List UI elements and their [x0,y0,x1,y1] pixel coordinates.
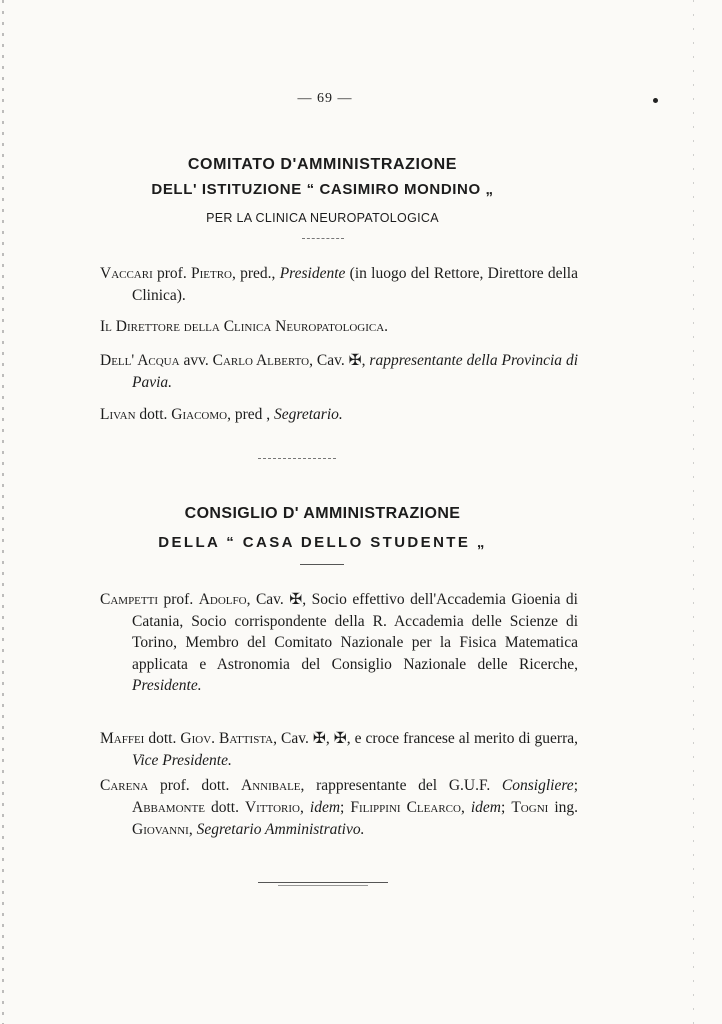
committee2-subtitle: DELLA “ CASA DELLO STUDENTE „ [158,534,487,551]
member-firstname: Giov. Battista [180,730,274,747]
member-title: avv. [179,352,213,369]
member-title: prof. [152,265,191,282]
member-title: prof. [158,591,199,608]
member-entry [100,775,578,841]
separator: , [299,799,310,816]
separator: ; [501,799,512,816]
member-info: , Cav. ✠, ✠, e croce francese al merito di guerra, [273,730,579,747]
member-surname: Maffei [100,730,145,747]
member-title: dott. [144,730,181,747]
separator: ; [340,799,351,816]
committee1-subtitle: DELL' ISTITUZIONE “ CASIMIRO MONDINO „ [151,181,494,198]
member-title: dott. [204,799,245,816]
page-edge-left [2,0,4,1024]
separator: ; [573,777,578,794]
member-role: Segretario. [274,406,343,423]
member-firstname: Giovanni [132,821,189,838]
member-role: Consigliere [501,777,574,794]
section-divider [258,458,336,459]
separator: , [460,799,471,816]
member-role: rappresentante della Provincia di Pavia. [132,352,579,391]
member-role: Presidente. [132,677,202,695]
member-entry [100,263,578,307]
divider-short [302,238,344,239]
member-firstname: Giacomo [171,406,228,423]
member-surname: Carena [100,777,149,794]
member-info: , pred., [232,265,280,282]
member-surname: Abbamonte [132,799,205,816]
member-role: Presidente [279,265,346,282]
ink-dot [653,98,658,103]
end-rule-2 [278,885,368,886]
member-surname: Livan [100,406,136,423]
member-surname: Filippini [350,799,401,816]
member-entry [100,728,578,772]
member-surname: Dell' Acqua [100,352,180,369]
committee1-title: COMITATO D'AMMINISTRAZIONE [187,156,458,173]
member-entry: Il Direttore della Clinica Neuropatologica. [100,318,389,335]
member-title: dott. [135,406,172,423]
member-role: Vice Presidente. [132,752,232,769]
member-entry [100,350,578,394]
member-info: , Cav. ✠, Socio effettivo dell'Accademia Gioenia di Catania, Socio corrispondente della R. Accademia delle Scienze di Torino, Membro del Comitato Nazionale per la Fisica Matematica applicata e Astronomia del Consiglio Nazionale delle Ricerche, [132,591,578,673]
member-title: prof. dott. [148,777,242,794]
member-entry [100,589,578,697]
member-firstname: Carlo Alberto [212,352,310,369]
member-firstname: Pietro [190,265,232,282]
member-title: ing. [548,799,579,816]
member-surname: Vaccari [100,265,153,282]
committee1-subtitle-2: PER LA CLINICA NEUROPATOLOGICA [206,211,439,225]
divider-short [300,564,344,565]
member-firstname: Vittorio [244,799,300,816]
member-firstname: Clearco [406,799,461,816]
member-info: , rappresentante del G.U.F. [300,777,502,794]
separator: , [188,821,197,838]
member-note: (in luogo del Rettore, Direttore della Clinica). [132,265,578,304]
member-info: , pred , [227,406,275,423]
member-surname: Campetti [100,591,159,608]
member-entry [100,404,578,426]
end-rule [258,882,388,883]
member-surname: Togni [511,799,549,816]
member-info: , Cav. ✠, [309,352,370,369]
committee2-title: CONSIGLIO D' AMMINISTRAZIONE [184,505,461,522]
page-edge-right [693,0,694,1024]
page-number: — 69 — [297,91,353,106]
member-role: idem [470,799,501,816]
member-firstname: Annibale [241,777,301,794]
member-role: idem [309,799,341,816]
member-firstname: Adolfo [198,591,247,608]
member-role: Segretario Amministrativo. [196,821,365,838]
